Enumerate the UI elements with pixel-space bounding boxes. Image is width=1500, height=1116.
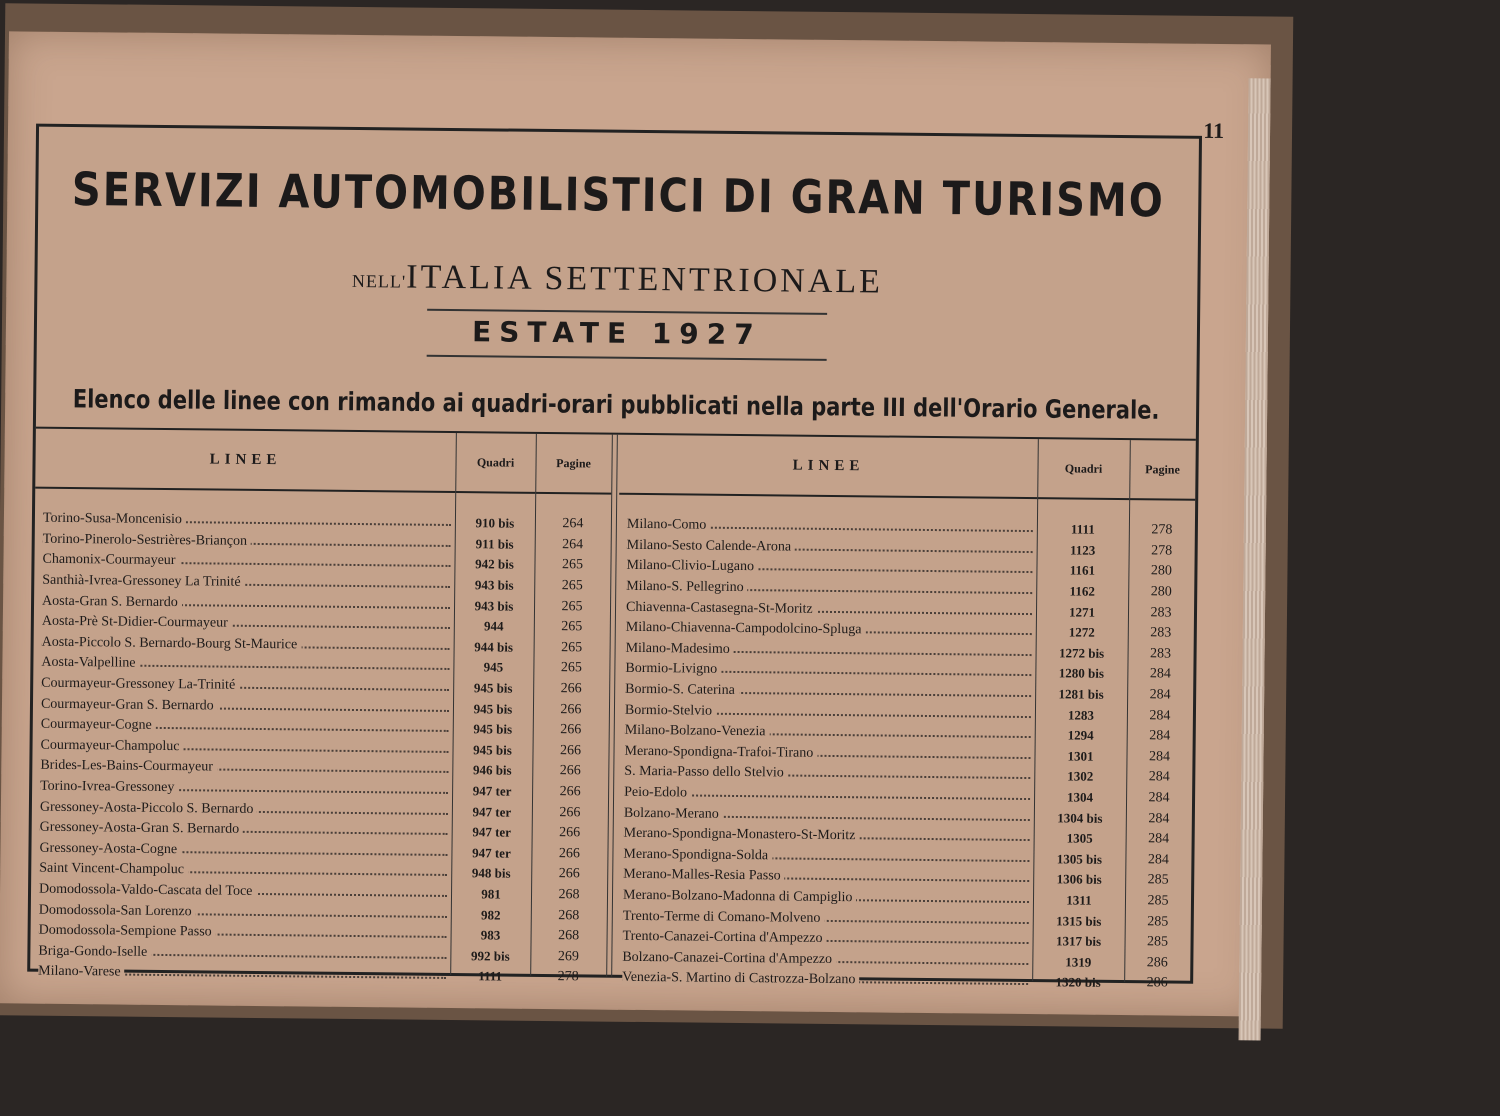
quadri-number: 945 [483, 659, 504, 675]
page-ref: 264 [562, 516, 584, 532]
line-name-text: Torino-Susa-Moncenisio [43, 511, 186, 527]
line-name [40, 799, 452, 819]
line-name-text: Aosta-Piccolo S. Bernardo-Bourg St-Maurice [42, 635, 302, 653]
quadri-number: 1315 bis [1056, 912, 1102, 929]
page-ref: 278 [1151, 522, 1173, 538]
header [36, 127, 1199, 425]
line-name-text: Peio-Edolo [624, 785, 691, 801]
page-ref: 266 [559, 804, 581, 820]
season: ESTATE 1927 [471, 315, 762, 352]
line-name [624, 826, 1034, 846]
line-name-text: Gressoney-Aosta-Cogne [39, 840, 181, 856]
subtitle-text: ITALIA SETTENTRIONALE [406, 258, 884, 301]
line-name-text: Bormio-Livigno [625, 661, 721, 677]
line-name [42, 635, 454, 655]
line-name-text: Milano-Bolzano-Venezia [625, 723, 770, 740]
page-ref: 268 [558, 928, 580, 944]
page-ref: 283 [1150, 646, 1172, 662]
page-ref: 265 [561, 619, 583, 635]
line-name [39, 861, 451, 881]
page-ref: 265 [561, 557, 584, 573]
page-ref: 280 [1150, 563, 1173, 580]
line-name-text: Aosta-Prè St-Didier-Courmayeur [42, 614, 232, 631]
page-ref: 278 [557, 969, 579, 985]
line-name [40, 758, 452, 778]
line-name-text: Aosta-Valpelline [41, 655, 139, 671]
quadri-number: 1319 [1065, 954, 1092, 970]
quadri-number: 1281 bis [1058, 686, 1104, 702]
line-name-text: Merano-Bolzano-Madonna di Campiglio [623, 888, 857, 905]
line-name-text: Courmayeur-Gran S. Bernardo [41, 696, 218, 713]
quadri-number: 1272 [1068, 624, 1095, 640]
page-ref: 286 [1146, 975, 1168, 991]
line-name [43, 532, 455, 552]
line-name-text: Torino-Ivrea-Gressoney [40, 779, 178, 795]
left-rows [38, 509, 613, 989]
line-name-text: Milano-Clivio-Lugano [626, 558, 758, 574]
line-name-text: Chamonix-Courmayeur [42, 552, 179, 568]
line-name-text: Merano-Spondigna-Monastero-St-Moritz [624, 826, 860, 843]
line-name [626, 599, 1036, 619]
quadri-number: 911 bis [475, 536, 514, 552]
page-ref: 284 [1149, 728, 1171, 744]
quadri-number: 944 bis [474, 639, 514, 655]
line-name [622, 950, 1032, 970]
line-name [39, 840, 451, 860]
quadri-number: 948 bis [471, 865, 511, 882]
page-number: 11 [1203, 117, 1225, 144]
line-name-text: Domodossola-Valdo-Cascata del Toce [39, 882, 257, 899]
quadri-number: 945 bis [473, 721, 513, 737]
line-name-text: Chiavenna-Castasegna-St-Moritz [626, 599, 817, 616]
quadri-number: 1162 [1069, 583, 1095, 599]
col-header-pagine-right: Pagine [1129, 440, 1196, 501]
line-name-text: Domodossola-Sempione Passo [39, 923, 216, 940]
line-name-text: Trento-Terme di Comano-Molveno [623, 908, 825, 925]
lines-table [30, 427, 1196, 991]
page-ref: 266 [559, 825, 581, 841]
line-name-text: Milano-S. Pellegrino [626, 579, 748, 595]
quadri-number: 1111 [478, 968, 503, 984]
line-name [625, 723, 1035, 743]
quadri-number: 1272 bis [1058, 645, 1105, 661]
line-name [626, 620, 1036, 640]
line-name-text: Courmayeur-Gressoney La-Trinité [41, 676, 239, 693]
line-name [39, 923, 451, 943]
line-name-text: Courmayeur-Cogne [41, 717, 156, 733]
line-name-text: Merano-Malles-Resia Passo [623, 867, 785, 884]
divider-top [427, 309, 827, 315]
page-ref: 266 [558, 845, 581, 862]
line-name [623, 847, 1033, 867]
page-ref: 283 [1150, 604, 1172, 621]
line-name [41, 717, 453, 737]
line-name-text: Milano-Sesto Calende-Arona [627, 538, 796, 555]
page-ref: 284 [1149, 666, 1171, 682]
quadri-number: 1302 [1067, 768, 1094, 785]
line-name [622, 970, 1032, 990]
quadri-number: 981 [481, 886, 501, 902]
quadri-number: 1305 [1066, 830, 1093, 846]
page-ref: 284 [1148, 749, 1171, 765]
line-name [42, 573, 454, 593]
line-name [626, 558, 1036, 578]
line-name-text: Domodossola-San Lorenzo [39, 902, 196, 919]
page-ref: 265 [561, 578, 583, 594]
quadri-number: 1283 [1067, 707, 1095, 723]
line-name [627, 517, 1037, 537]
col-header-pagine-left: Pagine [535, 434, 612, 495]
line-name [42, 614, 454, 634]
line-name-text: Bormio-Stelvio [625, 702, 716, 718]
line-name-text: Gressoney-Aosta-Piccolo S. Bernardo [40, 799, 258, 816]
page-ref: 265 [561, 639, 583, 656]
line-name [42, 552, 454, 572]
quadri-number: 1305 bis [1056, 851, 1103, 867]
page-ref: 266 [560, 722, 582, 738]
page-ref: 266 [560, 681, 582, 697]
line-name-text: Venezia-S. Martino di Castrozza-Bolzano [622, 970, 859, 987]
page-ref: 266 [560, 701, 582, 717]
line-name-text: Merano-Spondigna-Solda [623, 847, 772, 864]
quadri-number: 1320 bis [1055, 974, 1101, 991]
quadri-number: 946 bis [472, 762, 512, 779]
quadri-number: 942 bis [475, 556, 514, 573]
quadri-number: 1306 bis [1056, 871, 1102, 888]
line-name [624, 744, 1034, 764]
line-name [39, 902, 451, 922]
page-ref: 266 [558, 866, 580, 882]
line-name [42, 593, 454, 613]
line-name [625, 661, 1035, 681]
page-ref: 285 [1147, 872, 1169, 888]
page-ref: 269 [557, 948, 579, 965]
quadri-number: 945 bis [473, 680, 513, 696]
line-name-text: Bolzano-Canazei-Cortina d'Ampezzo [622, 950, 836, 967]
quadri-number: 947 ter [472, 824, 512, 840]
line-name-text: Santhià-Ivrea-Gressoney La Trinité [42, 573, 244, 590]
line-name-text: Milano-Como [627, 517, 710, 533]
book [0, 3, 1293, 1028]
line-name [624, 785, 1034, 805]
quadri-number: 944 [484, 618, 504, 634]
line-name-text: Merano-Spondigna-Trafoi-Tirano [624, 744, 817, 761]
quadri-number: 1111 [1070, 521, 1095, 538]
quadri-number: 1123 [1069, 542, 1096, 558]
right-rows [622, 515, 1195, 995]
line-name-text: Gressoney-Aosta-Gran S. Bernardo [40, 820, 244, 837]
page-ref: 266 [559, 763, 581, 779]
line-name [627, 538, 1037, 558]
quadri-number: 1304 [1067, 789, 1094, 805]
subtitle [37, 255, 1197, 305]
page-ref: 284 [1148, 831, 1170, 847]
line-name-text: S. Maria-Passo dello Stelvio [624, 764, 788, 781]
line-name [625, 702, 1035, 722]
quadri-number: 947 ter [472, 845, 511, 861]
quadri-number: 983 [480, 927, 501, 943]
page-ref: 268 [558, 907, 580, 923]
line-name-text: Saint Vincent-Champoluc [39, 861, 188, 878]
page-ref: 283 [1150, 625, 1172, 641]
line-name [623, 888, 1033, 908]
quadri-number: 1161 [1069, 562, 1096, 579]
line-name-text: Aosta-Gran S. Bernardo [42, 593, 182, 609]
line-name [41, 655, 453, 675]
page-ref: 285 [1146, 934, 1169, 950]
quadri-number: 943 bis [474, 597, 514, 614]
quadri-number: 947 ter [472, 803, 512, 820]
line-name [623, 867, 1033, 887]
page-ref: 285 [1147, 893, 1169, 909]
line-name-text: Bormio-S. Caterina [625, 682, 739, 698]
page-title: SERVIZI AUTOMOBILISTICI DI GRAN TURISMO [71, 163, 1166, 228]
line-name [41, 676, 453, 696]
page-ref: 280 [1150, 584, 1172, 600]
page [0, 31, 1271, 1016]
divider-bottom [427, 355, 827, 361]
quadri-number: 1280 bis [1058, 665, 1105, 682]
quadri-number: 982 [480, 906, 501, 923]
page-ref: 286 [1146, 955, 1168, 971]
quadri-number: 947 ter [472, 783, 512, 799]
line-name [41, 696, 453, 716]
line-name-text: Trento-Canazei-Cortina d'Ampezzo [623, 929, 827, 946]
line-name [43, 511, 455, 531]
line-name [38, 943, 450, 963]
line-name-text: Bolzano-Merano [624, 805, 723, 821]
line-name-text: Milano-Madesimo [626, 641, 734, 657]
quadri-number: 1271 [1068, 604, 1096, 620]
quadri-number: 945 bis [473, 700, 513, 717]
page-ref: 266 [559, 784, 581, 800]
line-name-text: Brides-Les-Bains-Courmayeur [40, 758, 217, 775]
page-ref: 284 [1149, 707, 1171, 724]
page-ref: 284 [1148, 790, 1170, 806]
line-name [38, 964, 450, 984]
page-ref: 278 [1151, 543, 1173, 559]
line-name [623, 908, 1033, 928]
page-ref: 285 [1147, 913, 1169, 930]
line-name-text: Milano-Varese [38, 964, 125, 980]
line-name [626, 579, 1036, 599]
col-header-lines-left: LINEE [35, 429, 456, 493]
page-ref: 284 [1147, 852, 1170, 868]
page-ref: 265 [560, 660, 582, 676]
col-header-quadri-right: Quadri [1037, 439, 1130, 500]
page-ref: 265 [561, 598, 583, 615]
col-header-lines-right: LINEE [619, 435, 1038, 499]
quadri-number: 943 bis [474, 577, 514, 593]
quadri-number: 1317 bis [1055, 933, 1102, 949]
line-name-text: Milano-Chiavenna-Campodolcino-Spluga [626, 620, 866, 638]
page-ref: 284 [1148, 810, 1170, 827]
page-edge [1239, 78, 1271, 1040]
quadri-number: 910 bis [475, 515, 515, 531]
line-name-text: Briga-Gondo-Iselle [38, 943, 151, 959]
col-header-quadri-left: Quadri [455, 433, 536, 494]
quadri-number: 1294 [1067, 727, 1094, 743]
quadri-number: 945 bis [473, 742, 512, 758]
line-name [624, 805, 1034, 825]
page-ref: 284 [1149, 687, 1171, 703]
page-ref: 264 [562, 537, 584, 553]
page-ref: 266 [559, 742, 582, 759]
page-ref: 284 [1148, 769, 1170, 785]
quadri-number: 1311 [1066, 892, 1092, 908]
line-name [623, 929, 1033, 949]
line-name [40, 820, 452, 840]
line-name [40, 779, 452, 799]
line-name [626, 641, 1036, 661]
line-name [40, 738, 452, 758]
line-name [624, 764, 1034, 784]
page-ref: 268 [558, 887, 580, 903]
note: Elenco delle linee con rimando ai quadri-orari pubblicati nella parte III dell'Orario Generale. [72, 384, 1160, 425]
line-name [625, 682, 1035, 702]
line-name-text: Torino-Pinerolo-Sestrières-Briançon [43, 532, 251, 549]
line-name [39, 882, 451, 902]
quadri-number: 1301 [1067, 748, 1094, 764]
table-frame [27, 124, 1202, 991]
quadri-number: 992 bis [470, 947, 510, 964]
line-name-text: Courmayeur-Champoluc [40, 738, 183, 754]
subtitle-prefix: NELL' [351, 270, 407, 292]
quadri-number: 1304 bis [1057, 809, 1103, 826]
